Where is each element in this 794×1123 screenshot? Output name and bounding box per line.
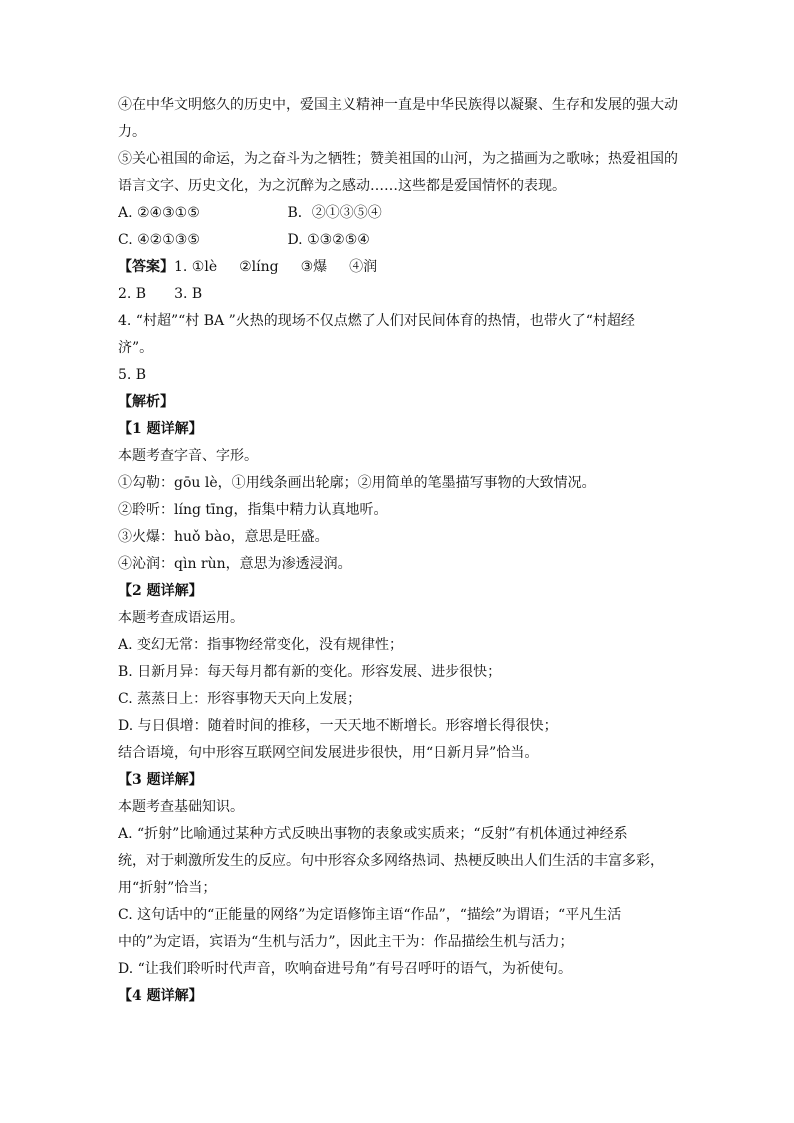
answer-line-5: 5. B (118, 367, 147, 383)
option-a: A. ②④③①⑤ (118, 205, 200, 221)
q4-header: 【4 题详解】 (118, 988, 203, 1004)
answer-label: 【答案】 (118, 259, 174, 275)
answer-item: ②líng (239, 259, 279, 275)
q1-line: ②聆听：líng tīng，指集中精力认真地听。 (118, 502, 388, 518)
q2-line: B. 日新月异：每天每月都有新的变化。形容发展、进步很快； (118, 664, 502, 680)
option-b: B．②①③⑤④ (287, 205, 382, 221)
answer-item: ④润 (349, 259, 378, 275)
q3-line: D. “让我们聆听时代声音，吹响奋进号角”有号召呼吁的语气，为祈使句。 (118, 961, 572, 977)
q3-line: 中的”为定语，宾语为“生机与活力”，因此主干为：作品描绘生机与活力； (118, 934, 574, 950)
page-content (118, 92, 678, 1010)
q1-line: ①勾勒：gōu lè，①用线条画出轮廓；②用简单的笔墨描写事物的大致情况。 (118, 475, 596, 491)
answer-line (118, 254, 678, 281)
answer-line-4: 济”。 (118, 340, 154, 356)
q2-line: D. 与日俱增：随着时间的推移，一天天地不断增长。形容增长得很快； (118, 718, 558, 734)
q1-header: 【1 题详解】 (118, 421, 203, 437)
q3-header: 【3 题详解】 (118, 772, 203, 788)
answer-item: ③爆 (300, 259, 328, 275)
q2-line: C. 蒸蒸日上：形容事物天天向上发展； (118, 691, 362, 707)
q1-line: 本题考查字音、字形。 (118, 448, 258, 464)
answer-item: 1. ①lè (174, 259, 218, 275)
option-c: C. ④②①③⑤ (118, 232, 200, 248)
q2-header: 【2 题详解】 (118, 583, 203, 599)
q3-line: 用“折射”恰当； (118, 880, 217, 896)
q2-line: 结合语境，句中形容互联网空间发展进步很快，用“日新月异”恰当。 (118, 745, 539, 761)
q3-line: 统，对于刺激所发生的反应。句中形容众多网络热词、热梗反映出人们生活的丰富多彩， (118, 853, 664, 869)
answer-line-2: 2. B 3. B (118, 286, 203, 302)
q2-line: A. 变幻无常：指事物经常变化，没有规律性； (118, 637, 404, 653)
options-row-2 (118, 227, 678, 254)
q3-line: A. “折射”比喻通过某种方式反映出事物的表象或实质来；“反射”有机体通过神经系 (118, 826, 628, 842)
q2-line: 本题考查成语运用。 (118, 610, 244, 626)
text-line: 力。 (118, 124, 146, 140)
q3-line: 本题考查基础知识。 (118, 799, 244, 815)
q3-line: C. 这句话中的“正能量的网络”为定语修饰主语“作品”，“描绘”为谓语；“平凡生活 (118, 907, 622, 923)
q1-line: ③火爆：huǒ bào，意思是旺盛。 (118, 529, 329, 545)
option-d: D. ①③②⑤④ (287, 232, 370, 248)
text-line: ⑤关心祖国的命运，为之奋斗为之牺牲；赞美祖国的山河，为之描画为之歌咏；热爱祖国的 (118, 151, 678, 167)
text-line: 语言文字、历史文化，为之沉醉为之感动……这些都是爱国情怀的表现。 (118, 178, 566, 194)
analysis-header: 【解析】 (118, 394, 174, 410)
q1-line: ④沁润：qìn rùn，意思为渗透浸润。 (118, 556, 352, 572)
options-row-1 (118, 200, 678, 227)
text-line: ④在中华文明悠久的历史中，爱国主义精神一直是中华民族得以凝聚、生存和发展的强大动 (118, 97, 678, 113)
answer-line-3: 4. “村超”“村 BA ”火热的现场不仅点燃了人们对民间体育的热情，也带火了“村超经 (118, 313, 635, 329)
